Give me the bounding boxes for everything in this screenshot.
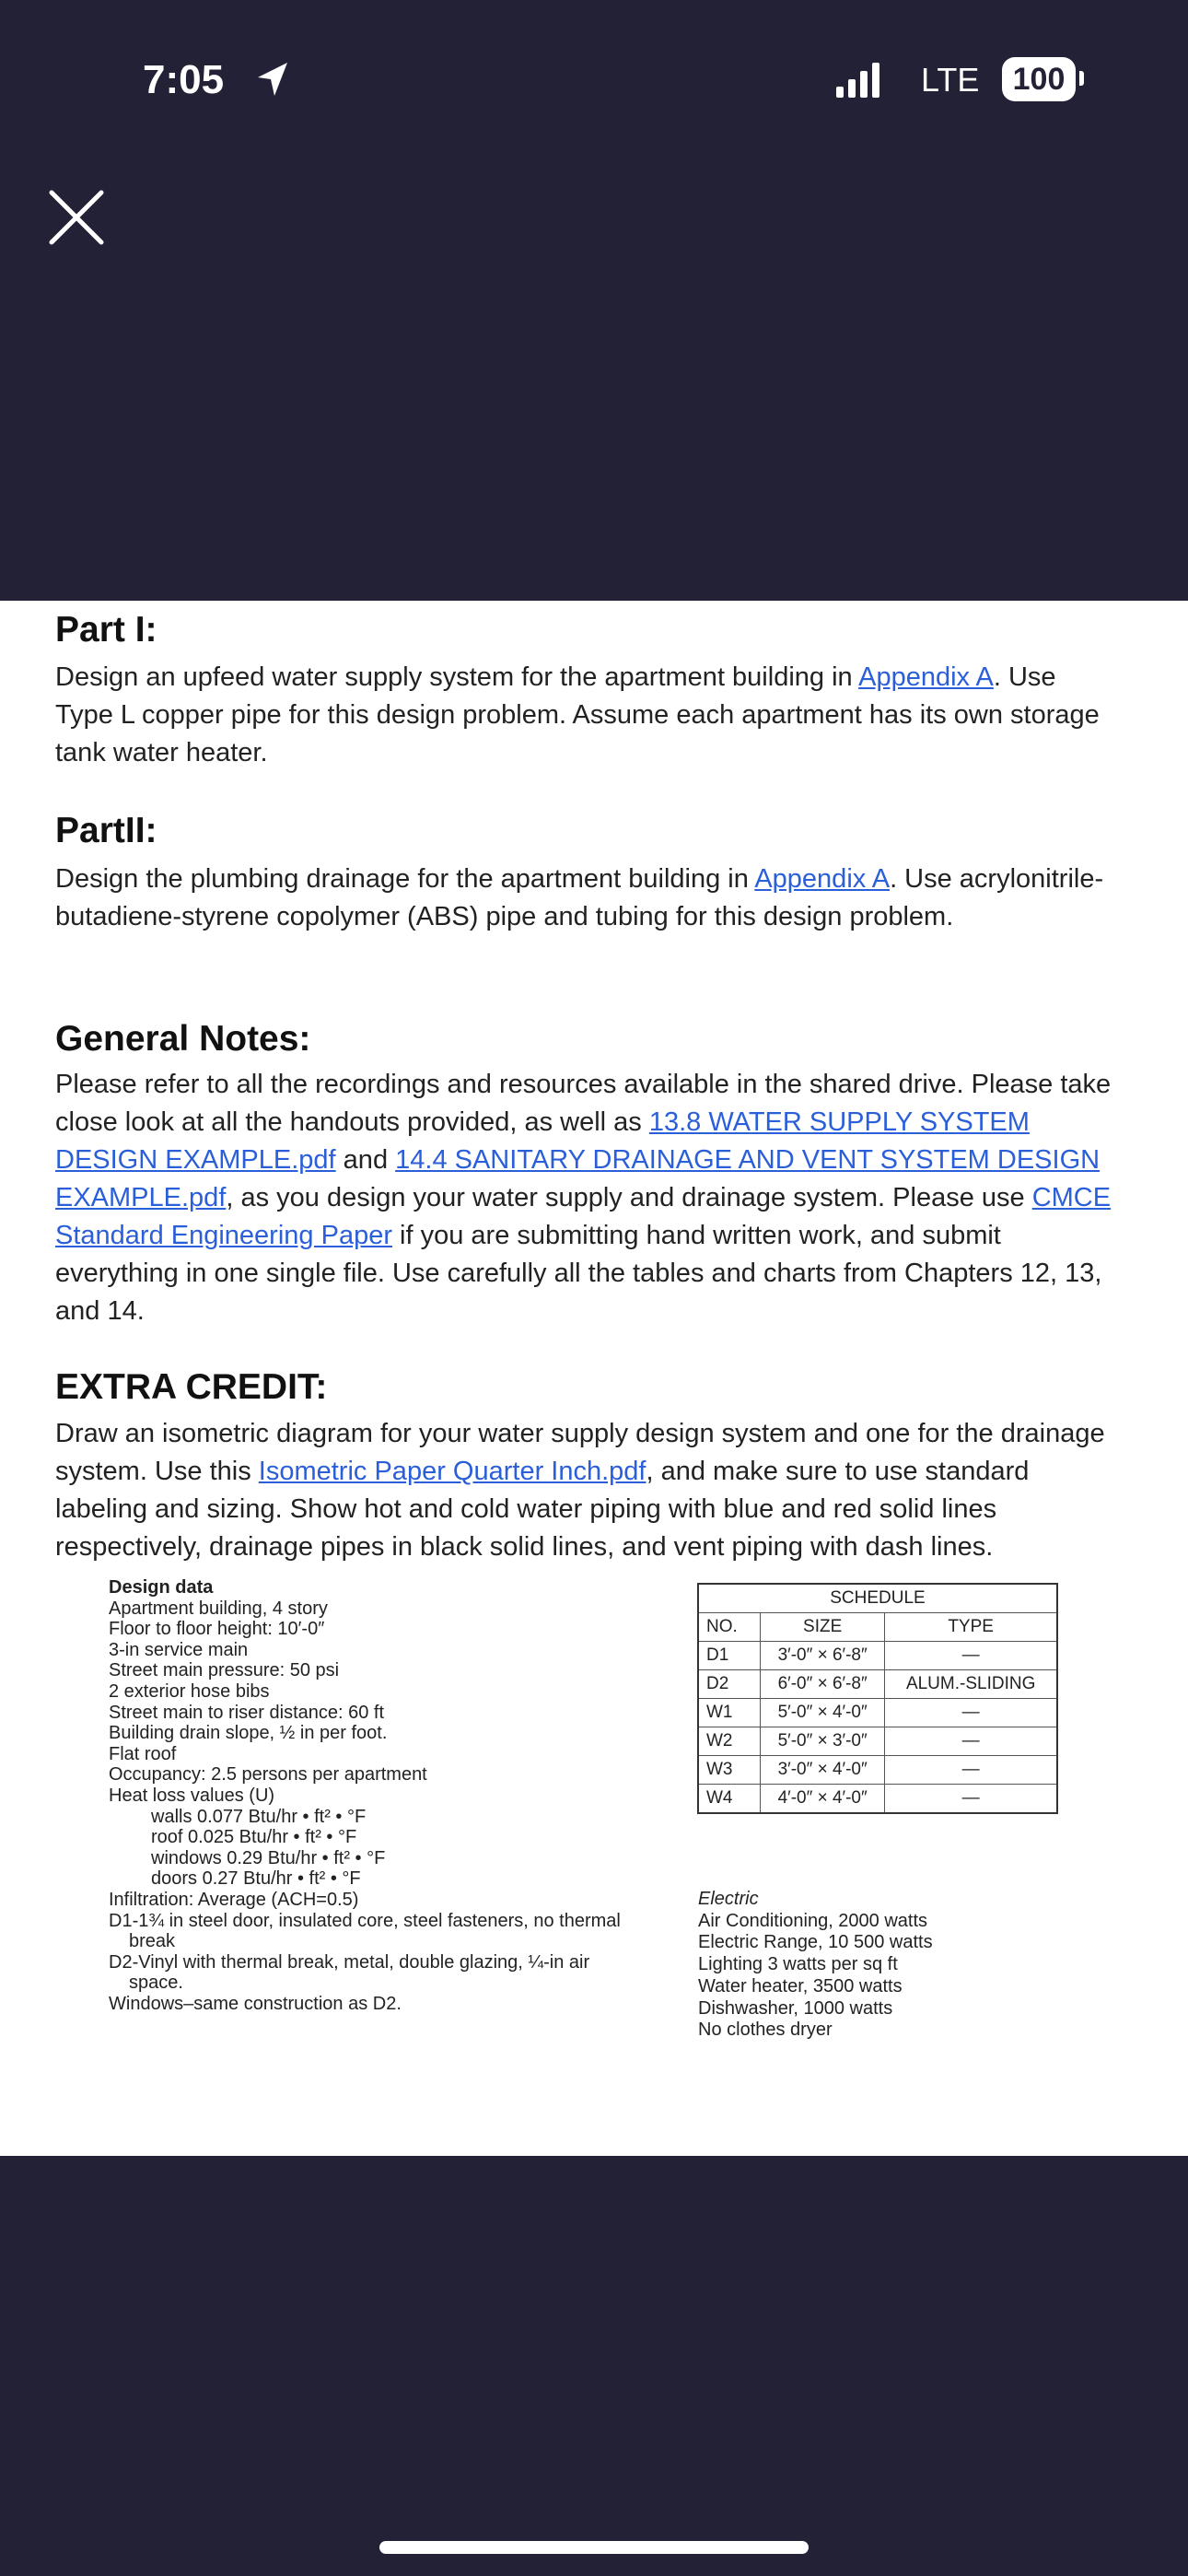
electric-block <box>698 1889 933 2042</box>
part2-heading: PartII: <box>55 811 157 850</box>
design-data-item: Infiltration: Average (ACH=0.5) <box>109 1889 359 1910</box>
text: . Use Type L copper pipe for this design problem. Assume each apartment has its own storage tank water heater. <box>55 662 1100 767</box>
part1-heading: Part I: <box>55 610 157 650</box>
part1-body <box>55 659 1114 772</box>
cell: D1 <box>698 1642 761 1670</box>
table-row <box>698 1756 1057 1785</box>
cell: — <box>885 1785 1057 1814</box>
text: Please refer to all the recordings and resources available in the shared drive. Please take close look at all the handouts provided, as well as <box>55 1070 1112 1137</box>
schedule-table <box>697 1583 1058 1814</box>
battery-icon: 100 <box>1002 57 1076 101</box>
design-data-item: D1-1¾ in steel door, insulated core, steel fasteners, no thermal break <box>109 1910 621 1952</box>
cell: 4′-0″ × 4′-0″ <box>761 1785 885 1814</box>
column-header: NO. <box>698 1613 761 1642</box>
design-data-item: D2-Vinyl with thermal break, metal, double glazing, ¼-in air space. <box>109 1951 590 1994</box>
design-data-item: Street main to riser distance: 60 ft <box>109 1702 385 1723</box>
electric-item: Air Conditioning, 2000 watts <box>698 1910 928 1931</box>
cell: 5′-0″ × 3′-0″ <box>761 1727 885 1756</box>
table-row <box>698 1727 1057 1756</box>
network-type: LTE <box>921 61 980 99</box>
heat-loss-item: doors 0.27 Btu/hr • ft² • °F <box>151 1868 361 1890</box>
document-page <box>0 601 1188 2156</box>
cell: W2 <box>698 1727 761 1756</box>
cell: — <box>885 1727 1057 1756</box>
table-row <box>698 1699 1057 1727</box>
extra-credit-body <box>55 1415 1114 1566</box>
design-data-item: Flat roof <box>109 1743 177 1764</box>
design-data-block <box>109 1577 624 2014</box>
design-data-item: Heat loss values (U) <box>109 1785 275 1806</box>
status-time: 7:05 <box>143 57 225 102</box>
cell: 6′-0″ × 6′-8″ <box>761 1670 885 1699</box>
table-row <box>698 1670 1057 1699</box>
cell: W3 <box>698 1756 761 1785</box>
close-icon[interactable] <box>48 189 105 246</box>
cell: ALUM.-SLIDING <box>885 1670 1057 1699</box>
design-data-item: Windows–same construction as D2. <box>109 1993 402 2014</box>
heat-loss-item: windows 0.29 Btu/hr • ft² • °F <box>151 1847 386 1868</box>
column-header: TYPE <box>885 1613 1057 1642</box>
cell: — <box>885 1699 1057 1727</box>
cell: D2 <box>698 1670 761 1699</box>
electric-item: Lighting 3 watts per sq ft <box>698 1954 898 1975</box>
column-header: SIZE <box>761 1613 885 1642</box>
design-data-item: 3-in service main <box>109 1639 249 1660</box>
design-data-item: 2 exterior hose bibs <box>109 1680 270 1702</box>
appendix-a-link[interactable]: Appendix A <box>754 864 891 894</box>
water-supply-example-link[interactable]: 13.8 WATER SUPPLY SYSTEM DESIGN EXAMPLE.pdf <box>55 1107 1030 1175</box>
design-data-heading: Design data <box>109 1577 214 1598</box>
engineering-paper-link[interactable]: CMCE Standard Engineering Paper <box>55 1183 1112 1250</box>
design-data-item: Apartment building, 4 story <box>109 1598 328 1619</box>
isometric-paper-link[interactable]: Isometric Paper Quarter Inch.pdf <box>258 1457 646 1486</box>
text: , and make sure to use standard labeling and sizing. Show hot and cold water piping with blue and red solid lines respectively, drainage pipes in black solid lines, and vent piping with dash lines. <box>55 1457 1030 1562</box>
text: Design an upfeed water supply system for the apartment building in <box>55 662 859 692</box>
heat-loss-item: roof 0.025 Btu/hr • ft² • °F <box>151 1827 357 1848</box>
location-arrow-icon <box>256 61 289 98</box>
text: if you are submitting hand written work, and submit everything in one single file. Use carefully all the tables and charts from Chapters 12, 13, and 14. <box>55 1221 1102 1326</box>
appendix-a-link[interactable]: Appendix A <box>858 662 994 692</box>
cell: 5′-0″ × 4′-0″ <box>761 1699 885 1727</box>
cell: — <box>885 1756 1057 1785</box>
design-data-item: Floor to floor height: 10′-0″ <box>109 1619 325 1640</box>
text: and <box>335 1145 396 1175</box>
cell: W1 <box>698 1699 761 1727</box>
text: Draw an isometric diagram for your water supply design system and one for the drainage system. Use this <box>55 1419 1105 1486</box>
table-row <box>698 1785 1057 1814</box>
extra-credit-heading: EXTRA CREDIT: <box>55 1367 328 1407</box>
design-data-item: Street main pressure: 50 psi <box>109 1660 340 1681</box>
cell: — <box>885 1642 1057 1670</box>
table-row <box>698 1642 1057 1670</box>
cell: W4 <box>698 1785 761 1814</box>
electric-heading: Electric <box>698 1889 759 1909</box>
electric-item: Electric Range, 10 500 watts <box>698 1932 933 1953</box>
notes-heading: General Notes: <box>55 1019 311 1059</box>
schedule-title: SCHEDULE <box>698 1584 1057 1613</box>
cell: 3′-0″ × 4′-0″ <box>761 1756 885 1785</box>
home-indicator[interactable] <box>379 2541 809 2554</box>
text: . Use acrylonitrile-butadiene-styrene copolymer (ABS) pipe and tubing for this design problem. <box>55 864 1104 931</box>
electric-item: Dishwasher, 1000 watts <box>698 1997 893 2019</box>
cellular-signal-icon <box>836 63 879 98</box>
battery-tip <box>1079 71 1084 86</box>
sanitary-drainage-example-link[interactable]: 14.4 SANITARY DRAINAGE AND VENT SYSTEM DESIGN EXAMPLE.pdf <box>55 1145 1101 1212</box>
design-data-item: Occupancy: 2.5 persons per apartment <box>109 1764 427 1786</box>
part2-body <box>55 861 1114 936</box>
heat-loss-item: walls 0.077 Btu/hr • ft² • °F <box>151 1806 367 1827</box>
notes-body <box>55 1066 1114 1330</box>
electric-item: No clothes dryer <box>698 2020 833 2041</box>
electric-item: Water heater, 3500 watts <box>698 1975 903 1996</box>
text: , as you design your water supply and drainage system. Please use <box>226 1183 1032 1212</box>
design-data-item: Building drain slope, ½ in per foot. <box>109 1723 388 1744</box>
text: Design the plumbing drainage for the apartment building in <box>55 864 755 894</box>
cell: 3′-0″ × 6′-8″ <box>761 1642 885 1670</box>
